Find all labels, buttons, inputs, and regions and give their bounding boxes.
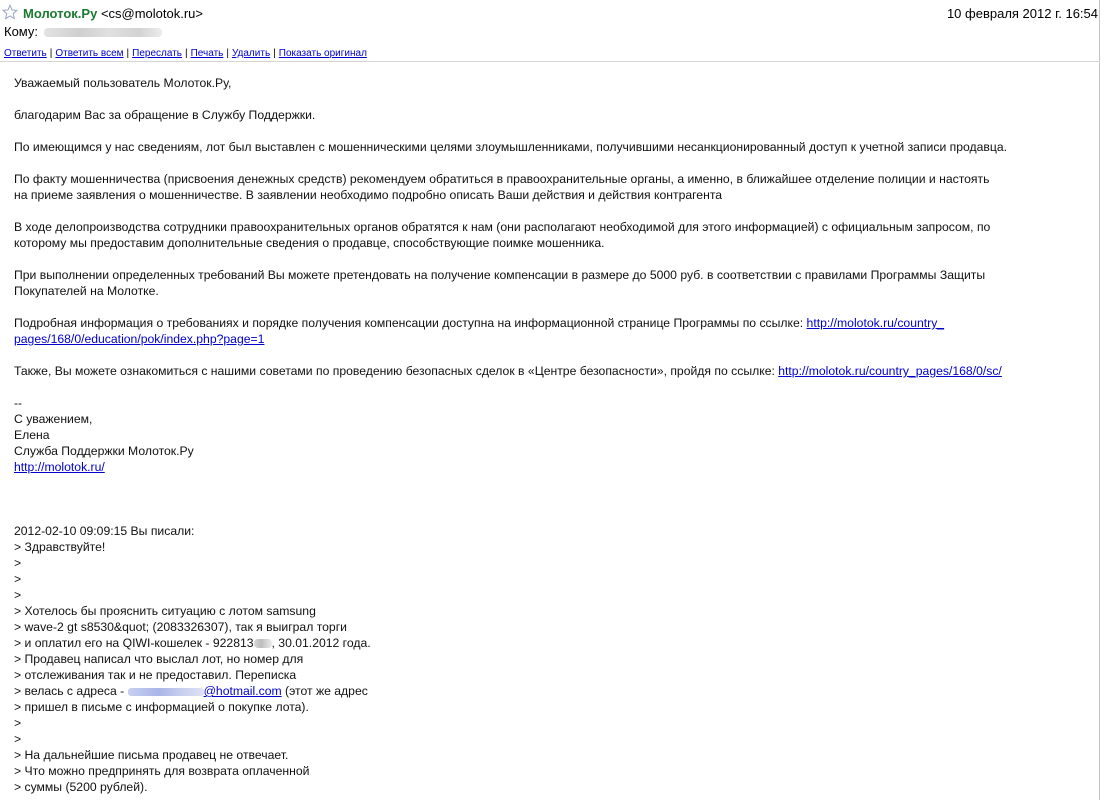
quote-line: > bbox=[14, 732, 22, 746]
compensation-paragraph bbox=[14, 267, 1094, 299]
hotmail-link[interactable]: @hotmail.com bbox=[203, 684, 282, 698]
signature-name: Елена bbox=[14, 428, 50, 442]
star-icon[interactable] bbox=[2, 4, 18, 20]
quote-line: > пришел в письме с информацией о покупке лота). bbox=[14, 700, 309, 714]
message-header bbox=[0, 0, 1100, 60]
security-center-paragraph bbox=[14, 363, 1094, 379]
recipient-redacted bbox=[44, 28, 162, 37]
quote-line: > Хотелось бы прояснить ситуацию с лотом samsung bbox=[14, 604, 316, 618]
investigation-paragraph bbox=[14, 219, 1094, 251]
separator: | bbox=[126, 48, 130, 59]
police-paragraph bbox=[14, 171, 1094, 203]
redacted-email bbox=[128, 688, 204, 696]
quote-line: > bbox=[14, 716, 22, 730]
reply-link[interactable]: Ответить bbox=[4, 48, 47, 59]
text-line: которому мы предоставим дополнительные сведения о продавце, способствующие поимке мошенника. bbox=[14, 236, 605, 250]
quote-line: > wave-2 gt s8530&quot; (2083326307), так я выиграл торги bbox=[14, 620, 347, 634]
security-center-link[interactable]: http://molotok.ru/country_pages/168/0/sc/ bbox=[778, 364, 1002, 378]
text-line: В ходе делопроизводства сотрудники правоохранительных органов обратятся к нам (они располагают необходимой для этого информацией) с официальным запросом, по bbox=[14, 220, 991, 234]
message-date: 10 февраля 2012 г. 16:54 bbox=[946, 6, 1098, 21]
separator: | bbox=[226, 48, 229, 59]
text-line bbox=[14, 315, 1094, 331]
address-text: > велась с адреса - bbox=[14, 684, 128, 698]
redacted-wallet bbox=[254, 639, 272, 648]
quote-line: > отслеживания так и не предоставил. Переписка bbox=[14, 668, 297, 682]
program-link-continued[interactable]: pages/168/0/education/pok/index.php?page=1 bbox=[14, 332, 265, 346]
to-label: Кому: bbox=[4, 24, 38, 39]
show-original-link[interactable]: Показать оригинал bbox=[278, 48, 367, 59]
signature bbox=[14, 395, 1094, 475]
spacer bbox=[14, 475, 1094, 491]
address-text-end: (этот же адрес bbox=[281, 684, 368, 698]
quote-header: 2012-02-10 09:09:15 Вы писали: bbox=[14, 524, 195, 538]
from-line bbox=[23, 6, 203, 21]
program-info-paragraph bbox=[14, 315, 1094, 347]
signature-regards: С уважением, bbox=[14, 412, 93, 426]
quote-line: > bbox=[14, 572, 22, 586]
quote-line: > Продавец написал что выслал лот, но номер для bbox=[14, 652, 304, 666]
message-content bbox=[14, 75, 1094, 795]
quote-line bbox=[14, 635, 1094, 651]
delete-link[interactable]: Удалить bbox=[231, 48, 271, 59]
signature-team: Служба Поддержки Молоток.Ру bbox=[14, 444, 194, 458]
spacer bbox=[14, 507, 1094, 523]
signature-link-line bbox=[14, 459, 1094, 475]
separator: | bbox=[49, 48, 53, 59]
program-info-text: Подробная информация о требованиях и порядке получения компенсации доступна на информационной странице Программы по ссылке: bbox=[14, 316, 807, 330]
quote-line: > bbox=[14, 588, 22, 602]
forward-link[interactable]: Переслать bbox=[132, 48, 182, 59]
fraud-info-paragraph: По имеющимся у нас сведениям, лот был выставлен с мошенническими целями злоумышленниками, получившими несанкционированный доступ к учетной записи продавца. bbox=[14, 140, 1008, 154]
text-line: на приеме заявления о мошенничестве. В заявлении необходимо подробно описать Ваши действия и действия контрагента bbox=[14, 188, 723, 202]
sender-name[interactable]: Молоток.Ру bbox=[23, 6, 98, 21]
text-line: По факту мошенничества (присвоения денежных средств) рекомендуем обратиться в правоохранительные органы, а именно, в ближайшее отделение полиции и настоять bbox=[14, 172, 990, 186]
security-center-text: Также, Вы можете ознакомиться с нашими советами по проведению безопасных сделок в «Центре безопасности», пройдя по ссылке: bbox=[14, 364, 779, 378]
message-actions bbox=[4, 48, 367, 59]
text-line bbox=[14, 363, 1094, 379]
quote-line: > суммы (5200 рублей). bbox=[14, 780, 148, 794]
text-line bbox=[14, 331, 1094, 347]
quote-line: > На дальнейшие письма продавец не отвечает. bbox=[14, 748, 289, 762]
quote-line: > bbox=[14, 556, 22, 570]
thanks-paragraph: благодарим Вас за обращение в Службу Поддержки. bbox=[14, 108, 316, 122]
to-line bbox=[4, 24, 162, 39]
sender-email: <cs@molotok.ru> bbox=[100, 6, 204, 21]
separator: | bbox=[273, 48, 276, 59]
program-link[interactable]: http://molotok.ru/country_ bbox=[806, 316, 945, 330]
reply-all-link[interactable]: Ответить всем bbox=[55, 48, 124, 59]
quoted-message bbox=[14, 523, 1094, 795]
separator: | bbox=[184, 48, 188, 59]
spacer bbox=[14, 491, 1094, 507]
signature-link[interactable]: http://molotok.ru/ bbox=[14, 460, 105, 474]
quote-line: > Здравствуйте! bbox=[14, 540, 106, 554]
signature-dash: -- bbox=[14, 396, 23, 410]
greeting: Уважаемый пользователь Молоток.Ру, bbox=[14, 76, 232, 90]
print-link[interactable]: Печать bbox=[190, 48, 224, 59]
qiwi-text: > и оплатил его на QIWI-кошелек - 922813 bbox=[14, 636, 254, 650]
quote-line bbox=[14, 683, 1094, 699]
text-line: Покупателей на Молотке. bbox=[14, 284, 159, 298]
text-line: При выполнении определенных требований Вы можете претендовать на получение компенсации в размере до 5000 руб. в соответствии с правилами Программы Защиты bbox=[14, 268, 986, 282]
quote-line: > Что можно предпринять для возврата оплаченной bbox=[14, 764, 310, 778]
message-body bbox=[0, 61, 1100, 800]
qiwi-date: , 30.01.2012 года. bbox=[271, 636, 371, 650]
